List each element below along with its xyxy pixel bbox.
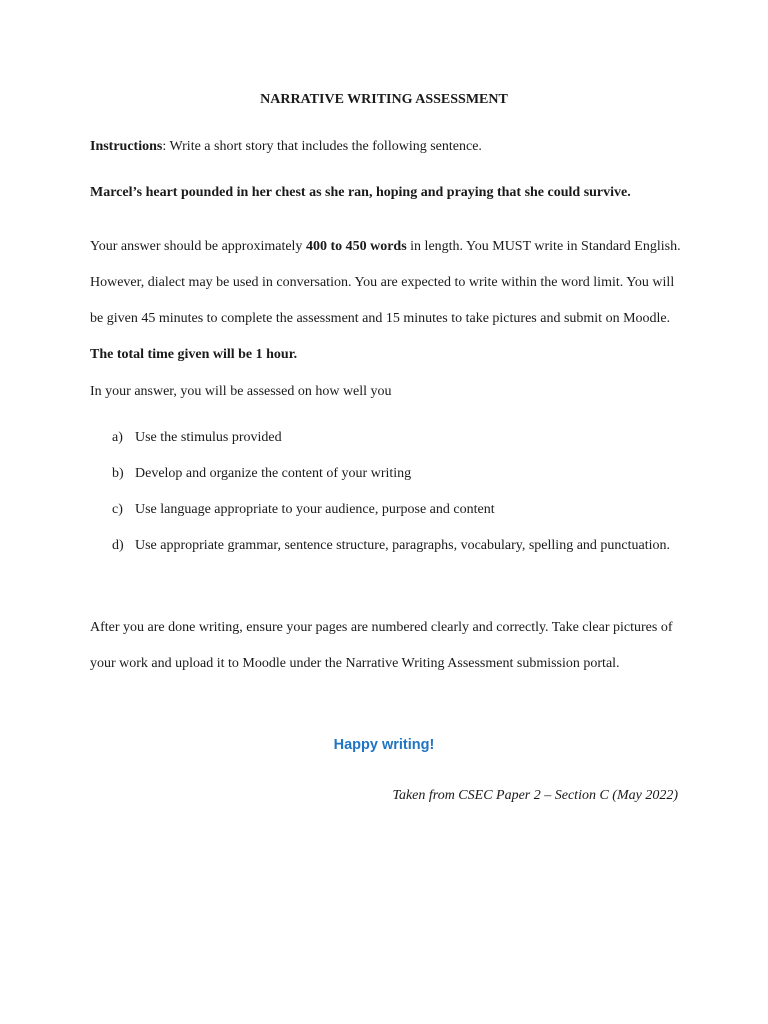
criteria-item — [90, 492, 690, 528]
criteria-item — [90, 528, 690, 564]
instructions-text: : Write a short story that includes the following sentence. — [162, 139, 482, 154]
criteria-text: Use appropriate grammar, sentence structure, paragraphs, vocabulary, spelling and punctuation. — [135, 538, 671, 553]
instructions-label: Instructions — [90, 139, 163, 154]
assessment-intro: In your answer, you will be assessed on how well you — [90, 384, 392, 399]
happy-writing-heading: Happy writing! — [333, 737, 435, 753]
requirements-part2: in length. You MUST write in Standard English. However, dialect may be used in conversation. You are expected to write within the word limit. You will be given 45 minutes to complete the assessment and 15 minutes to take pictures and submit on Moodle. — [90, 239, 681, 326]
criteria-marker: b) — [112, 466, 124, 481]
criteria-item — [90, 420, 690, 456]
closing-paragraph: After you are done writing, ensure your pages are numbered clearly and correctly. Take clear pictures of your work and upload it to Moodle under the Narrative Writing Assessment submission portal. — [90, 620, 673, 671]
word-range: 400 to 450 words — [305, 239, 407, 254]
total-time: The total time given will be 1 hour. — [90, 347, 298, 362]
criteria-marker: d) — [112, 538, 124, 553]
criteria-text: Use language appropriate to your audience, purpose and content — [135, 502, 495, 517]
document-title: NARRATIVE WRITING ASSESSMENT — [260, 92, 508, 107]
source-citation: Taken from CSEC Paper 2 – Section C (May 2022) — [392, 788, 678, 803]
stimulus-sentence: Marcel’s heart pounded in her chest as she ran, hoping and praying that she could survive. — [90, 185, 631, 200]
requirements-paragraph — [90, 229, 690, 373]
requirements-part1: Your answer should be approximately — [90, 239, 306, 254]
criteria-text: Develop and organize the content of your writing — [135, 466, 412, 481]
criteria-list — [90, 420, 690, 564]
criteria-text: Use the stimulus provided — [135, 430, 282, 445]
criteria-marker: c) — [112, 502, 123, 517]
instructions-paragraph — [90, 139, 690, 155]
criteria-item — [90, 456, 690, 492]
criteria-marker: a) — [112, 430, 123, 445]
